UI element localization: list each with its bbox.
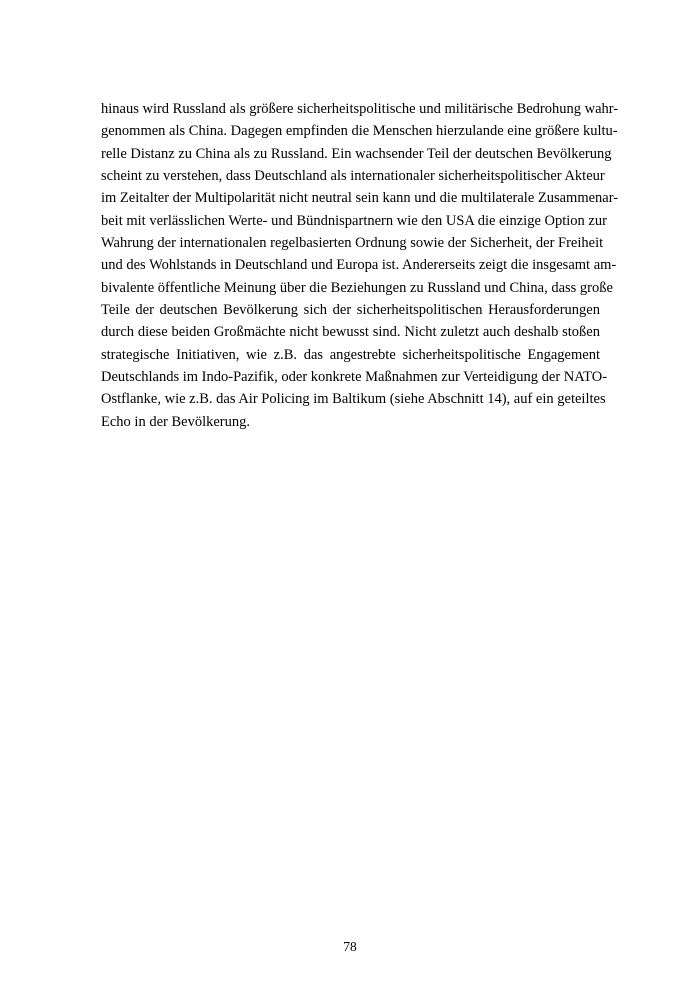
paragraph-line: im Zeitalter der Multipolarität nicht neutral sein kann und die multilaterale Zusammenar- <box>101 190 619 207</box>
paragraph-line: durch diese beiden Großmächte nicht bewusst sind. Nicht zuletzt auch deshalb stoßen <box>101 324 600 341</box>
paragraph-line: scheint zu verstehen, dass Deutschland als internationaler sicherheitspolitischer Akteur <box>101 168 605 185</box>
paragraph-line: relle Distanz zu China als zu Russland. Ein wachsender Teil der deutschen Bevölkerung <box>101 145 612 162</box>
paragraph-line: Teile der deutschen Bevölkerung sich der sicherheitspolitischen Herausforderungen <box>101 302 600 319</box>
paragraph-line: und des Wohlstands in Deutschland und Europa ist. Andererseits zeigt die insgesamt am- <box>101 257 617 274</box>
paragraph-line: beit mit verlässlichen Werte- und Bündnispartnern wie den USA die einzige Option zur <box>101 212 607 229</box>
paragraph-line: hinaus wird Russland als größere sicherheitspolitische und militärische Bedrohung wahr- <box>101 101 619 117</box>
body-paragraph <box>101 98 619 433</box>
paragraph-line: Wahrung der internationalen regelbasierten Ordnung sowie der Sicherheit, der Freiheit <box>101 235 604 252</box>
paragraph-line: Deutschlands im Indo-Pazifik, oder konkrete Maßnahmen zur Verteidigung der NATO- <box>101 369 608 386</box>
paragraph-line: genommen als China. Dagegen empfinden die Menschen hierzulande eine größere kultu- <box>101 123 618 140</box>
paragraph-line: strategische Initiativen, wie z.B. das angestrebte sicherheitspolitische Engagement <box>101 346 600 363</box>
paragraph-line: Echo in der Bevölkerung. <box>101 413 250 430</box>
paragraph-line: bivalente öffentliche Meinung über die Beziehungen zu Russland und China, dass große <box>101 279 613 296</box>
page-number: 78 <box>343 939 357 954</box>
paragraph-line: Ostflanke, wie z.B. das Air Policing im Baltikum (siehe Abschnitt 14), auf ein geteiltes <box>101 391 606 408</box>
